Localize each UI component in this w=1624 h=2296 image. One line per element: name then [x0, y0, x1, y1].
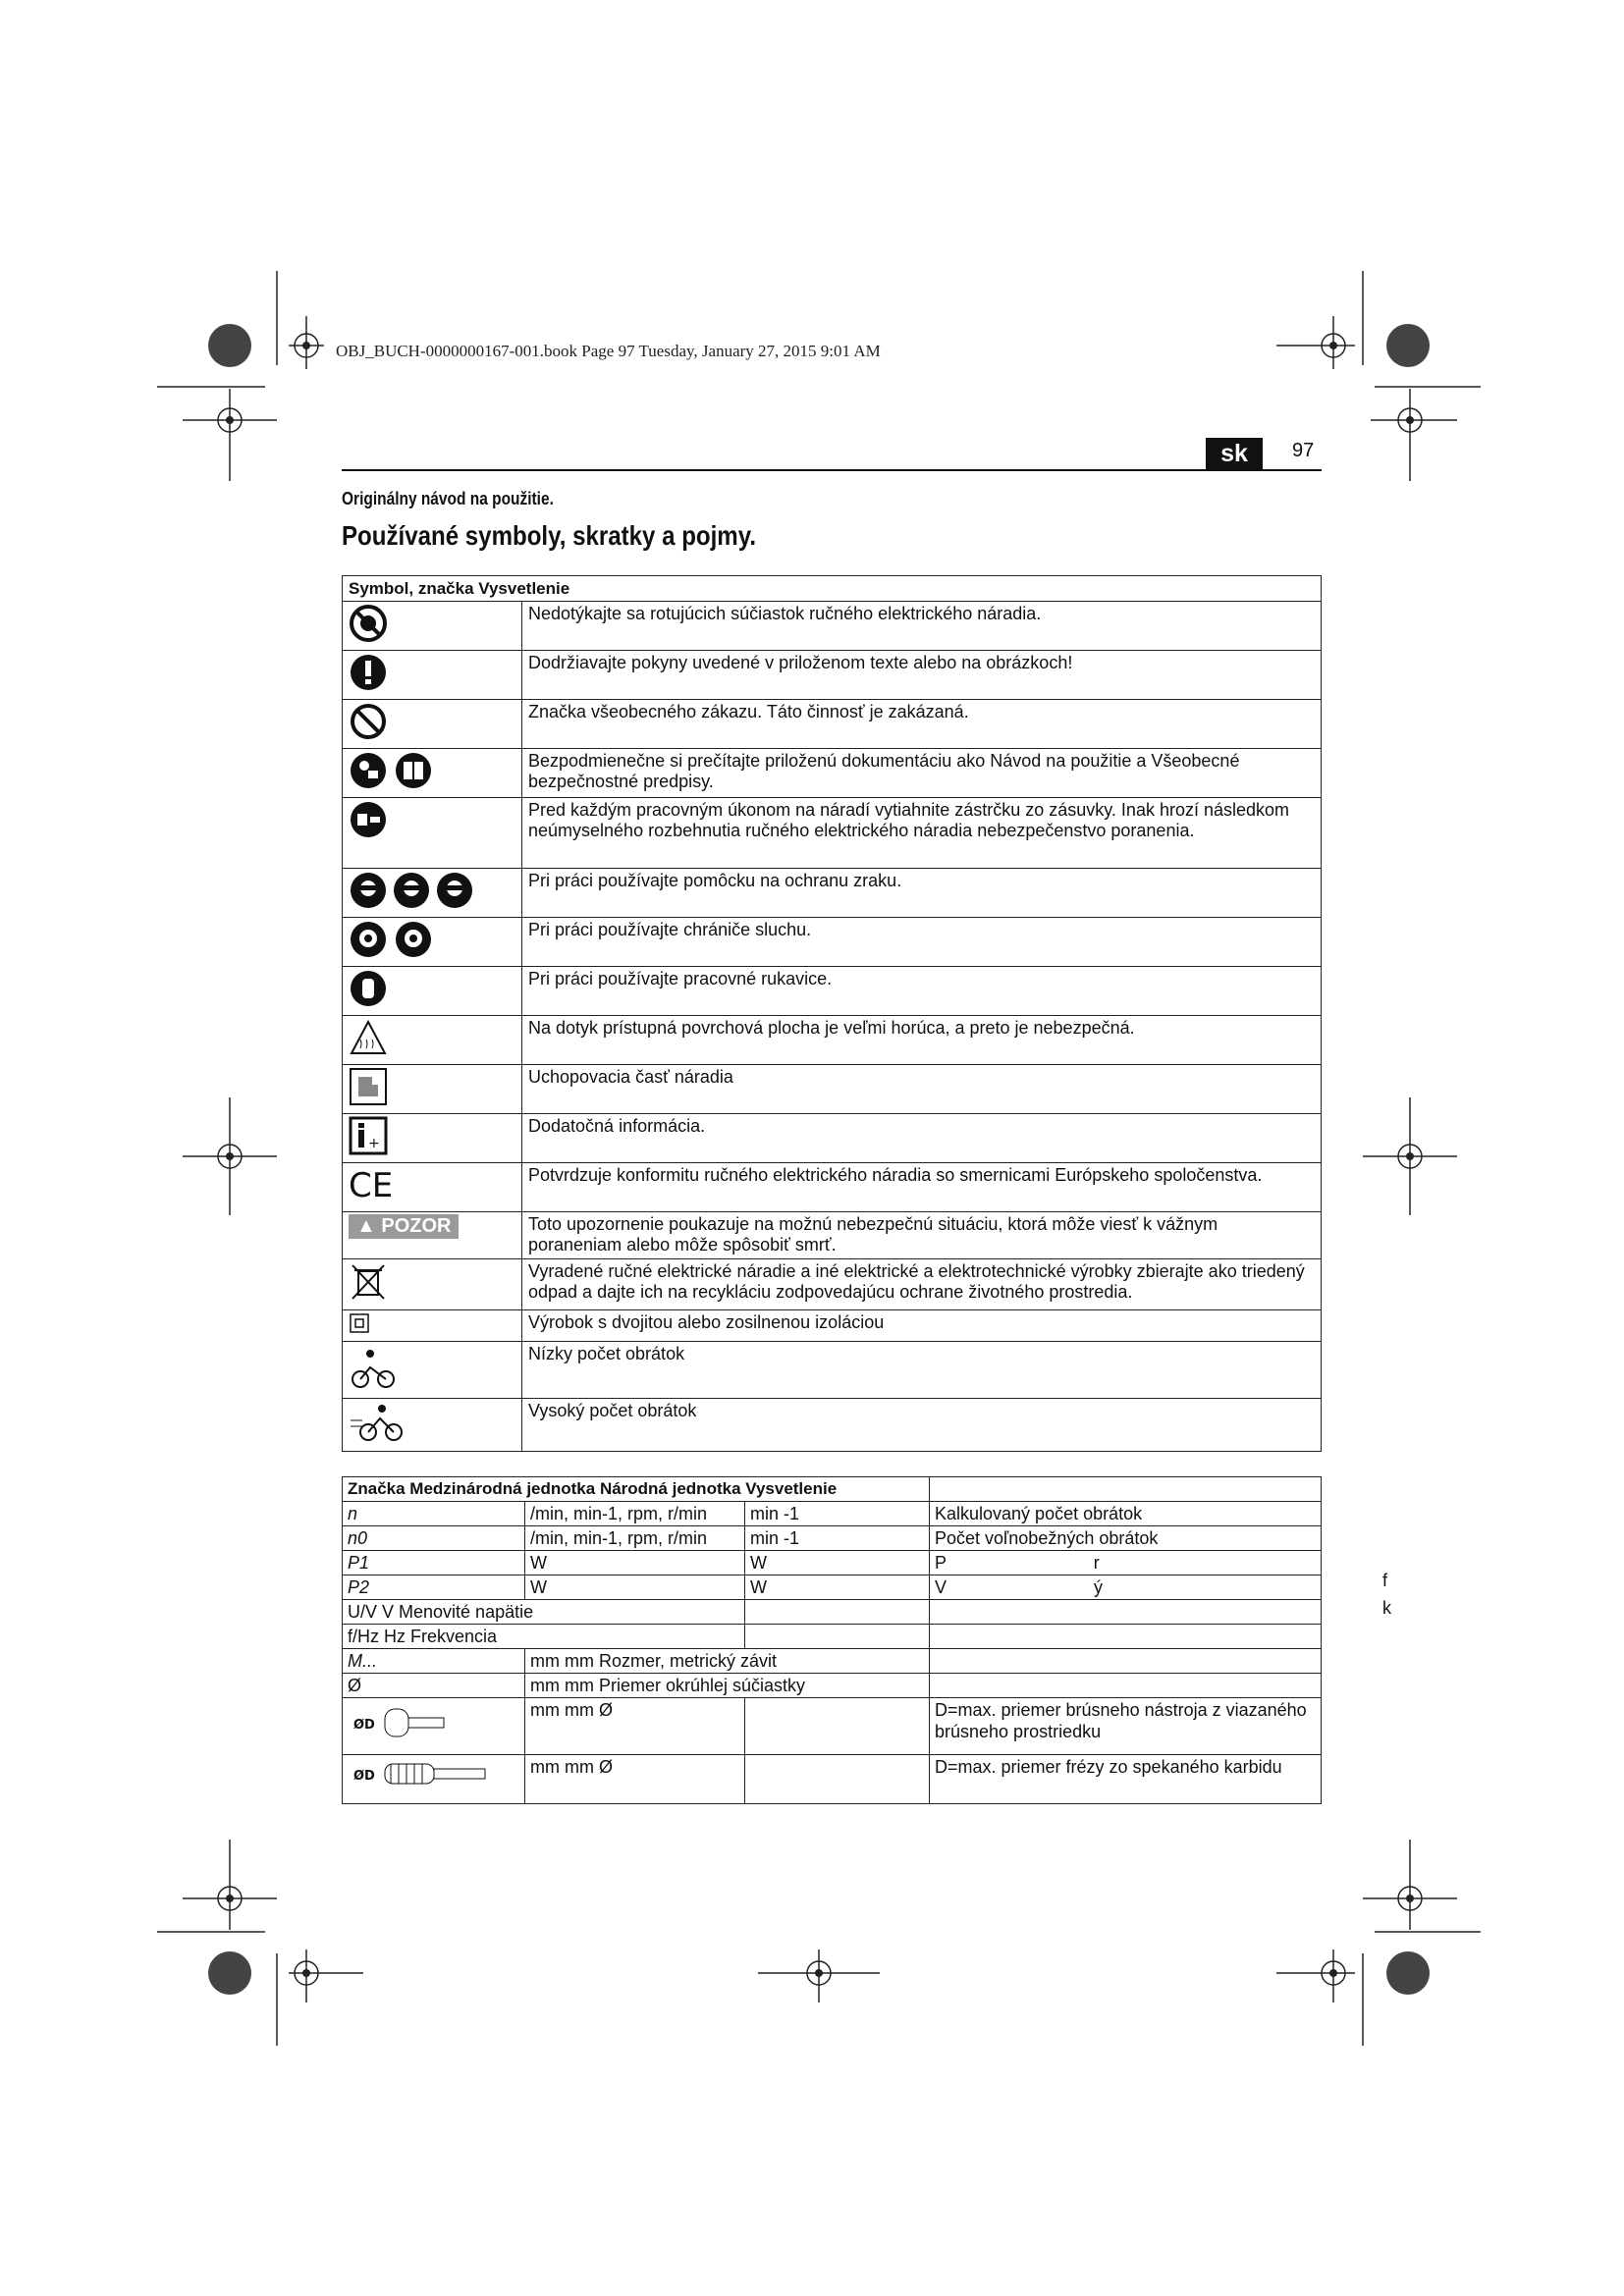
- symbol-desc: Dodatočná informácia.: [522, 1114, 1322, 1163]
- prohibition-icon: [349, 702, 388, 741]
- unit-intl: mm mm Priemer okrúhlej súčiastky: [525, 1674, 930, 1698]
- warning-badge-label: POZOR: [381, 1215, 452, 1237]
- unit-symbol: n0: [343, 1526, 525, 1551]
- document-subtitle: Originálny návod na použitie.: [342, 489, 554, 508]
- symbol-desc: Nedotýkajte sa rotujúcich súčiastok ručného elektrického náradia.: [522, 602, 1322, 651]
- symbol-desc: Značka všeobecného zákazu. Táto činnosť je zakázaná.: [522, 700, 1322, 749]
- carbide-cutter-diagram: [348, 1756, 495, 1791]
- high-speed-icon: [349, 1401, 407, 1444]
- unit-intl: /min, min-1, rpm, r/min: [525, 1526, 745, 1551]
- low-speed-icon: [349, 1344, 398, 1391]
- symbol-desc: Výrobok s dvojitou alebo zosilnenou izoláciou: [522, 1310, 1322, 1342]
- svg-text:CE: CE: [349, 1166, 394, 1204]
- symbols-table: [342, 575, 1322, 1452]
- unit-symbol: n: [343, 1502, 525, 1526]
- unit-national: W: [745, 1575, 930, 1600]
- units-table-header: Značka Medzinárodná jednotka Národná jednotka Vysvetlenie: [343, 1477, 930, 1502]
- unit-desc: Počet voľnobežných obrátok: [930, 1526, 1322, 1551]
- symbol-desc: Nízky počet obrátok: [522, 1342, 1322, 1399]
- symbols-table-header: Symbol, značka Vysvetlenie: [343, 576, 1322, 602]
- symbol-desc: Pred každým pracovným úkonom na náradí vytiahnite zástrčku zo zásuvky. Inak hrozí následkom neúmyselného rozbehnutia ručného elektrického náradia nebezpečenstvo poranenia.: [522, 798, 1322, 869]
- stray-mark: f: [1382, 1571, 1388, 1590]
- svg-text:+: +: [368, 1136, 380, 1151]
- symbol-desc: Bezpodmienečne si prečítajte priloženú dokumentáciu ako Návod na použitie a Všeobecné bezpečnostné predpisy.: [522, 749, 1322, 798]
- svg-text:ØD: ØD: [353, 1718, 375, 1733]
- hot-surface-icon: [349, 1018, 388, 1057]
- svg-text:ØD: ØD: [353, 1769, 375, 1784]
- symbol-desc: Pri práci používajte pracovné rukavice.: [522, 967, 1322, 1016]
- symbol-desc: Potvrdzuje konformitu ručného elektrického náradia so smernicami Európskeho spoločenstva.: [522, 1163, 1322, 1212]
- no-touch-rotating-icon: [349, 604, 388, 643]
- file-meta: OBJ_BUCH-0000000167-001.book Page 97 Tuesday, January 27, 2015 9:01 AM: [336, 342, 881, 360]
- header-rule: [342, 469, 1322, 471]
- grip-area-icon: [349, 1067, 388, 1106]
- unit-intl: mm mm Ø: [525, 1755, 745, 1804]
- unit-intl: mm mm Rozmer, metrický závit: [525, 1649, 930, 1674]
- ce-mark-icon: [349, 1165, 394, 1204]
- symbol-desc: Toto upozornenie poukazuje na možnú nebezpečnú situáciu, ktorá môže viesť k vážnym poraneniam alebo môže spôsobiť smrť.: [522, 1212, 1322, 1259]
- language-badge: sk: [1206, 438, 1263, 469]
- symbol-desc: Vyradené ručné elektrické náradie a iné elektrické a elektrotechnické výrobky zbierajte ako triedený odpad a dajte ich na recykláciu zodpovedajúcu ochrane životného prostredia.: [522, 1259, 1322, 1310]
- units-table: [342, 1476, 1322, 1804]
- unit-intl: W: [525, 1551, 745, 1575]
- unit-symbol: P2: [343, 1575, 525, 1600]
- unit-symbol: Ø: [343, 1674, 525, 1698]
- unit-desc: P r: [930, 1551, 1322, 1575]
- symbol-desc: Pri práci používajte chrániče sluchu.: [522, 918, 1322, 967]
- page-number: 97: [1292, 440, 1315, 461]
- weee-bin-icon: [349, 1261, 388, 1303]
- unit-national: W: [745, 1551, 930, 1575]
- unit-national: min -1: [745, 1502, 930, 1526]
- gloves-icon: [349, 969, 388, 1008]
- symbol-desc: Vysoký počet obrátok: [522, 1399, 1322, 1452]
- stray-mark: k: [1382, 1598, 1391, 1618]
- unit-symbol: M...: [343, 1649, 525, 1674]
- mandatory-instruction-icon: [349, 653, 388, 692]
- grinding-pin-diagram: [348, 1699, 456, 1744]
- unit-desc: D=max. priemer brúsneho nástroja z viazaného brúsneho prostriedku: [930, 1698, 1322, 1755]
- symbol-desc: Pri práci používajte pomôcku na ochranu zraku.: [522, 869, 1322, 918]
- unit-intl: mm mm Ø: [525, 1698, 745, 1755]
- unit-desc: D=max. priemer frézy zo spekaného karbidu: [930, 1755, 1322, 1804]
- unplug-icon: [349, 800, 388, 839]
- unit-symbol: f/Hz Hz Frekvencia: [343, 1625, 745, 1649]
- read-manual-icon: [349, 751, 439, 790]
- symbol-desc: Na dotyk prístupná povrchová plocha je veľmi horúca, a preto je nebezpečná.: [522, 1016, 1322, 1065]
- symbol-desc: Uchopovacia časť náradia: [522, 1065, 1322, 1114]
- eye-protection-icon: [349, 871, 486, 910]
- info-icon: [349, 1116, 388, 1155]
- ear-protection-icon: [349, 920, 443, 959]
- unit-intl: W: [525, 1575, 745, 1600]
- double-insulation-icon: [349, 1312, 370, 1334]
- unit-intl: /min, min-1, rpm, r/min: [525, 1502, 745, 1526]
- unit-desc: Kalkulovaný počet obrátok: [930, 1502, 1322, 1526]
- page-title: Používané symboly, skratky a pojmy.: [342, 520, 757, 551]
- unit-desc: V ý: [930, 1575, 1322, 1600]
- warning-badge: ▲ POZOR: [349, 1214, 459, 1239]
- symbol-desc: Dodržiavajte pokyny uvedené v priloženom texte alebo na obrázkoch!: [522, 651, 1322, 700]
- unit-symbol: U/V V Menovité napätie: [343, 1600, 745, 1625]
- unit-national: min -1: [745, 1526, 930, 1551]
- unit-symbol: P1: [343, 1551, 525, 1575]
